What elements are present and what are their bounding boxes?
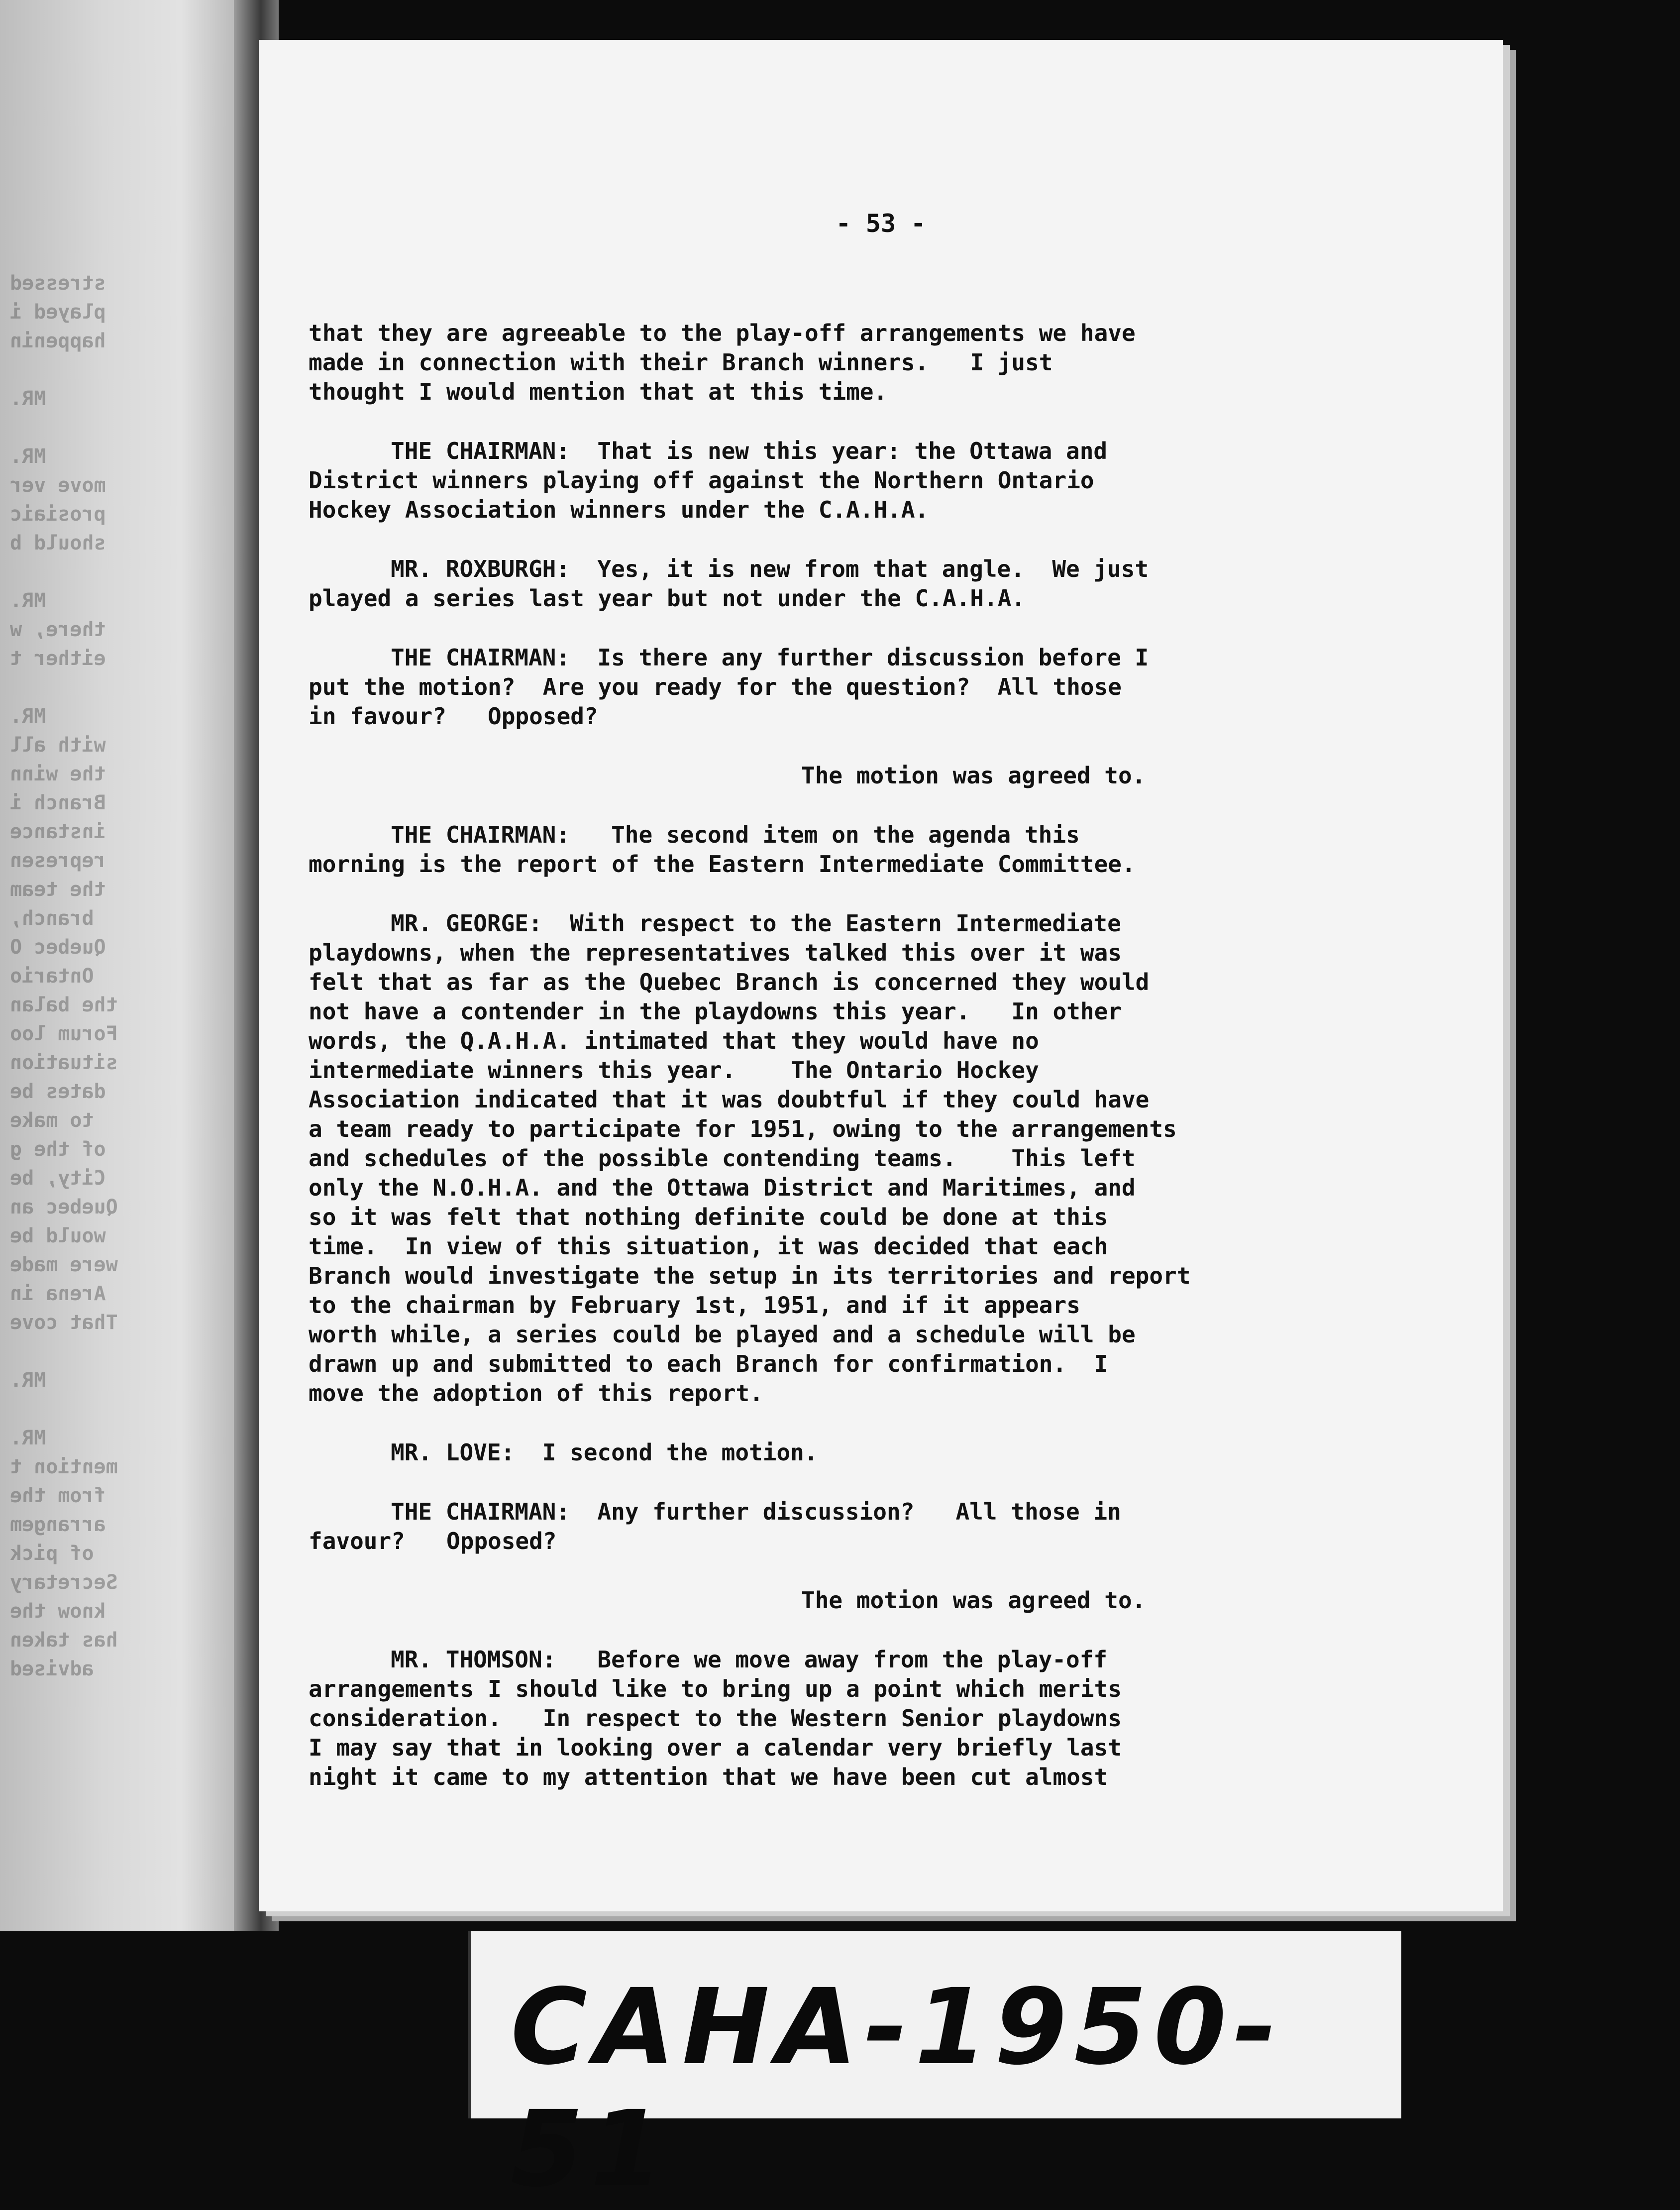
left-page-fragment: move ver (10, 474, 106, 497)
transcript-paragraph (309, 1586, 1453, 1615)
transcript-line: to the chairman by February 1st, 1951, and if it appears (309, 1292, 1080, 1319)
transcript-body (309, 319, 1453, 1822)
left-page-fragment: MR. (10, 589, 46, 612)
left-page-fragment: there, w (10, 618, 106, 641)
left-page-fragment (10, 1395, 244, 1424)
transcript-line: THE CHAIRMAN: Any further discussion? All those in (391, 1498, 1121, 1525)
transcript-line: so it was felt that nothing definite could be done at this (309, 1204, 1108, 1230)
left-page-fragment: MR. (10, 705, 46, 728)
transcript-line: that they are agreeable to the play-off arrangements we have (309, 320, 1136, 346)
left-page-fragment: Quebec O (10, 936, 106, 959)
transcript-line: District winners playing off against the Northern Ontario (309, 467, 1094, 494)
transcript-line: Association indicated that it was doubtful if they could have (309, 1086, 1150, 1113)
transcript-line: MR. LOVE: I second the motion. (391, 1439, 818, 1466)
left-page-fragment (10, 673, 244, 702)
transcript-line: words, the Q.A.H.A. intimated that they would have no (309, 1027, 1039, 1054)
transcript-line: in favour? Opposed? (309, 703, 598, 730)
left-page-fragment: MR. (10, 1427, 46, 1449)
document-page (259, 40, 1503, 1911)
left-page-fragment: arrangem (10, 1513, 106, 1536)
transcript-line: not have a contender in the playdowns this year. In other (309, 998, 1122, 1025)
transcript-paragraph (309, 437, 1453, 525)
transcript-line: worth while, a series could be played and a schedule will be (309, 1321, 1136, 1348)
transcript-line: morning is the report of the Eastern Intermediate Committee. (309, 851, 1136, 878)
transcript-line: thought I would mention that at this time. (309, 378, 888, 405)
left-page-fragment: Secretary (10, 1571, 118, 1594)
left-page-fragment: instance (10, 820, 106, 843)
transcript-line: Hockey Association winners under the C.A.H.A. (309, 496, 929, 523)
left-page-fragment (10, 413, 244, 442)
left-page-fragment: MR. (10, 445, 46, 468)
left-page-edge (0, 0, 259, 1931)
left-page-fragment: represen (10, 849, 106, 872)
transcript-line: time. In view of this situation, it was decided that each (309, 1233, 1108, 1260)
transcript-line: playdowns, when the representatives talked this over it was (309, 939, 1122, 966)
left-page-fragment: with all (10, 734, 106, 757)
transcript-paragraph (309, 319, 1453, 407)
transcript-line: favour? Opposed? (309, 1528, 557, 1554)
transcript-line: arrangements I should like to bring up a point which merits (309, 1675, 1122, 1702)
left-page-fragment: stressed (10, 272, 106, 295)
archive-label-strip (468, 1931, 1401, 2210)
left-page-fragment: played i (10, 301, 106, 324)
left-page-fragment: would be (10, 1224, 106, 1247)
left-page-fragment: mention t (10, 1455, 118, 1478)
transcript-line: THE CHAIRMAN: The second item on the agenda this (391, 821, 1080, 848)
transcript-paragraph (309, 554, 1453, 613)
left-page-fragment: the balan (10, 994, 118, 1016)
left-page-fragment: Arena in (10, 1282, 106, 1305)
left-page-fragment: That cove (10, 1311, 118, 1334)
left-page-fragment: situation (10, 1051, 118, 1074)
transcript-line: only the N.O.H.A. and the Ottawa District and Maritimes, and (309, 1174, 1136, 1201)
left-page-fragment: City, be (10, 1167, 106, 1190)
transcript-line: played a series last year but not under the C.A.H.A. (309, 585, 1026, 612)
transcript-line: intermediate winners this year. The Ontario Hockey (309, 1057, 1039, 1084)
left-page-fragment: MR. (10, 1369, 46, 1392)
left-page-fragment: Branch i (10, 791, 106, 814)
transcript-line: The motion was agreed to. (801, 1587, 1146, 1614)
transcript-line: I may say that in looking over a calendar very briefly last (309, 1734, 1122, 1761)
transcript-line: Branch would investigate the setup in its territories and report (309, 1262, 1191, 1289)
transcript-line: MR. ROXBURGH: Yes, it is new from that angle. We just (391, 555, 1149, 582)
transcript-line: consideration. In respect to the Western Senior playdowns (309, 1705, 1122, 1732)
left-page-fragment: from the (10, 1484, 106, 1507)
left-page-fragment (10, 557, 244, 586)
transcript-paragraph (309, 761, 1453, 790)
left-page-fragment: MR. (10, 387, 46, 410)
page-number: - 53 - (836, 209, 926, 238)
transcript-line: MR. THOMSON: Before we move away from the play-off (391, 1646, 1108, 1673)
left-page-fragment: know the (10, 1600, 106, 1623)
transcript-line: drawn up and submitted to each Branch for confirmation. I (309, 1350, 1108, 1377)
transcript-line: put the motion? Are you ready for the question? All those (309, 673, 1122, 700)
left-page-fragment: to make (10, 1109, 94, 1132)
left-page-bleed-text (10, 269, 244, 1683)
left-page-fragment: of pick (10, 1542, 94, 1565)
left-page-fragment: the winn (10, 763, 106, 785)
transcript-paragraph (309, 1438, 1453, 1467)
left-page-fragment: happenin (10, 330, 106, 352)
transcript-line: The motion was agreed to. (801, 762, 1146, 789)
left-page-fragment (10, 355, 244, 384)
transcript-line: a team ready to participate for 1951, owing to the arrangements (309, 1115, 1177, 1142)
left-page-fragment: either t (10, 647, 106, 670)
left-page-fragment: Quebec an (10, 1196, 118, 1218)
transcript-line: and schedules of the possible contending teams. This left (309, 1145, 1136, 1172)
transcript-line: made in connection with their Branch winners. I just (309, 349, 1053, 376)
transcript-line: move the adoption of this report. (309, 1380, 763, 1407)
left-page-fragment: dates be (10, 1080, 106, 1103)
transcript-paragraph (309, 1497, 1453, 1556)
transcript-line: night it came to my attention that we have been cut almost (309, 1764, 1108, 1790)
left-page-fragment: Ontario (10, 965, 94, 988)
transcript-paragraph (309, 643, 1453, 731)
left-page-fragment: has taken (10, 1629, 118, 1652)
left-page-fragment: the team (10, 878, 106, 901)
left-page-fragment: Forum loo (10, 1022, 118, 1045)
left-page-fragment: advised (10, 1658, 94, 1680)
left-page-fragment: prosiaic (10, 503, 106, 526)
left-page-fragment: should b (10, 532, 106, 554)
left-page-fragment: branch, (10, 907, 94, 930)
transcript-line: THE CHAIRMAN: That is new this year: the Ottawa and (391, 438, 1108, 464)
transcript-line: felt that as far as the Quebec Branch is concerned they would (309, 969, 1150, 995)
left-page-fragment (10, 1337, 244, 1366)
transcript-line: MR. GEORGE: With respect to the Eastern Intermediate (391, 910, 1121, 937)
transcript-paragraph (309, 820, 1453, 879)
left-page-fragment: of the g (10, 1138, 106, 1161)
archive-label: CAHA-1950-51 (511, 1966, 1284, 2210)
transcript-line: THE CHAIRMAN: Is there any further discussion before I (391, 644, 1149, 671)
transcript-paragraph (309, 909, 1453, 1408)
left-page-fragment: were made (10, 1253, 118, 1276)
transcript-paragraph (309, 1645, 1453, 1792)
